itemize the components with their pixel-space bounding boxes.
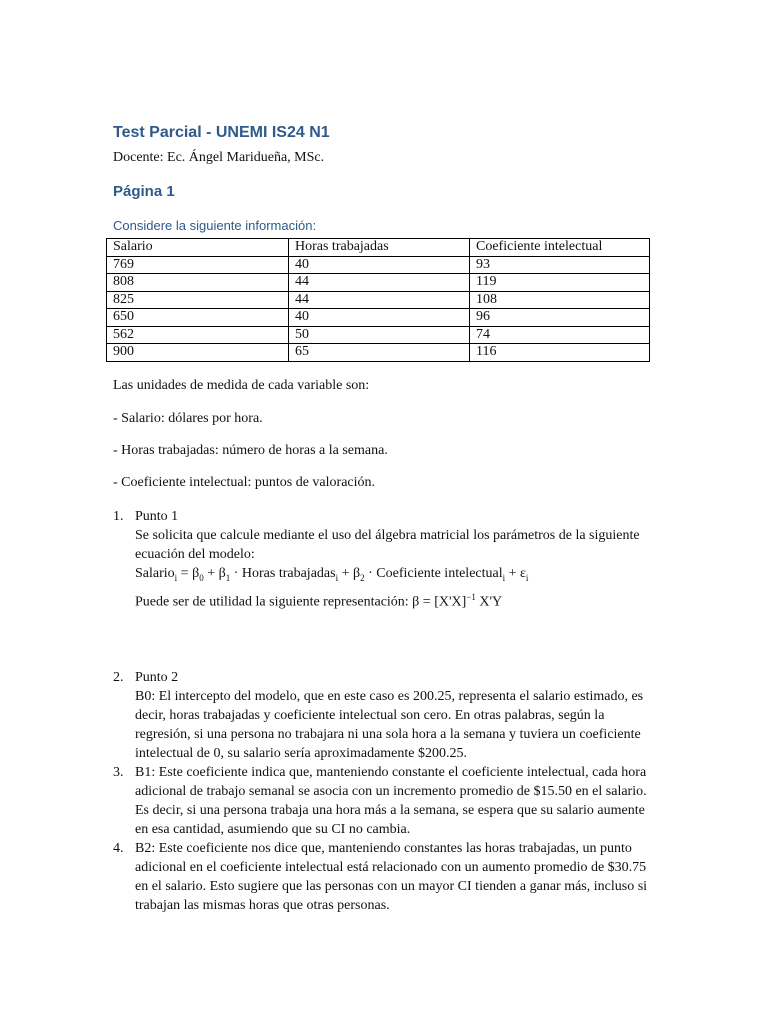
table-row: [107, 326, 650, 344]
table-row: [107, 256, 650, 274]
table-cell: 50: [289, 326, 470, 344]
page-label: Página 1: [113, 183, 175, 200]
table-intro: Considere la siguiente información:: [113, 218, 317, 233]
list-item: [113, 839, 658, 915]
table-header-row: [107, 239, 650, 257]
item-text: B0: El intercepto del modelo, que en este caso es 200.25, representa el salario estimado, es decir, horas trabajadas y coeficiente intelectual son cero. En otras palabras, según la regresión, si una persona no trabajara ni una sola hora a la semana y tuviera un coeficiente intelectual de 0, su salario sería aproximadamente $200.25.: [135, 689, 644, 762]
list-number: 4.: [113, 841, 124, 857]
units-salario: - Salario: dólares por hora.: [113, 411, 263, 426]
list-item: [113, 507, 658, 668]
table-cell: 40: [289, 309, 470, 327]
header-horas: Horas trabajadas: [289, 239, 470, 257]
list-number: 1.: [113, 509, 124, 524]
table-cell: 96: [470, 309, 650, 327]
units-intro: Las unidades de medida de cada variable son:: [113, 378, 370, 393]
table-cell: 44: [289, 291, 470, 309]
model-equation: Salario$_i$ = $\beta_0 + \beta_1$ · Horas trabajadas$_i$ + $\beta_2$ · Coeficiente intelectual$_i$ + $\varepsilon_i$: [135, 566, 529, 583]
table-cell: 116: [470, 344, 650, 362]
document-title: Test Parcial - UNEMI IS24 N1: [113, 124, 330, 141]
numbered-list: [113, 507, 658, 915]
instructor-line: Docente: Ec. Ángel Maridueña, MSc.: [113, 150, 325, 165]
data-table: [106, 238, 650, 362]
table-row: [107, 291, 650, 309]
table-cell: 93: [470, 256, 650, 274]
table-cell: 900: [107, 344, 289, 362]
table-row: [107, 344, 650, 362]
item-text: B2: Este coeficiente nos dice que, manteniendo constantes las horas trabajadas, un punto adicional en el coeficiente intelectual está relacionado con un aumento promedio de $30.75 en el salario. Esto sugiere que las personas con un mayor CI tienden a ganar más, incluso si trabajan las mismas horas que otras personas.: [135, 841, 648, 914]
list-item: [113, 763, 658, 839]
table-cell: 119: [470, 274, 650, 292]
table-cell: 769: [107, 256, 289, 274]
table-cell: 108: [470, 291, 650, 309]
header-coeficiente: Coeficiente intelectual: [470, 239, 650, 257]
table-row: [107, 274, 650, 292]
list-number: 2.: [113, 670, 124, 686]
item-heading: Punto 1: [135, 509, 179, 524]
table-cell: 825: [107, 291, 289, 309]
table-cell: 562: [107, 326, 289, 344]
item-heading: Punto 2: [135, 670, 179, 686]
units-coeficiente: - Coeficiente intelectual: puntos de valoración.: [113, 475, 376, 490]
matrix-representation: Puede ser de utilidad la siguiente representación: $\beta = [X'X]^{-1}$ X'Y: [135, 591, 503, 610]
list-item: [113, 668, 658, 763]
table-cell: 74: [470, 326, 650, 344]
units-horas: - Horas trabajadas: número de horas a la semana.: [113, 443, 388, 458]
table-row: [107, 309, 650, 327]
table-cell: 65: [289, 344, 470, 362]
item-text: B1: Este coeficiente indica que, manteniendo constante el coeficiente intelectual, cada hora adicional de trabajo semanal se asocia con un incremento promedio de $15.50 en el salario. Es decir, si una persona trabaja una hora más a la semana, se espera que su salario aumente en esa cantidad, asumiendo que su CI no cambia.: [135, 765, 647, 838]
table-cell: 650: [107, 309, 289, 327]
table-cell: 44: [289, 274, 470, 292]
list-number: 3.: [113, 765, 124, 781]
table-cell: 40: [289, 256, 470, 274]
item-text: Se solicita que calcule mediante el uso del álgebra matricial los parámetros de la siguiente ecuación del modelo:: [135, 528, 640, 562]
header-salario: Salario: [107, 239, 289, 257]
table-cell: 808: [107, 274, 289, 292]
